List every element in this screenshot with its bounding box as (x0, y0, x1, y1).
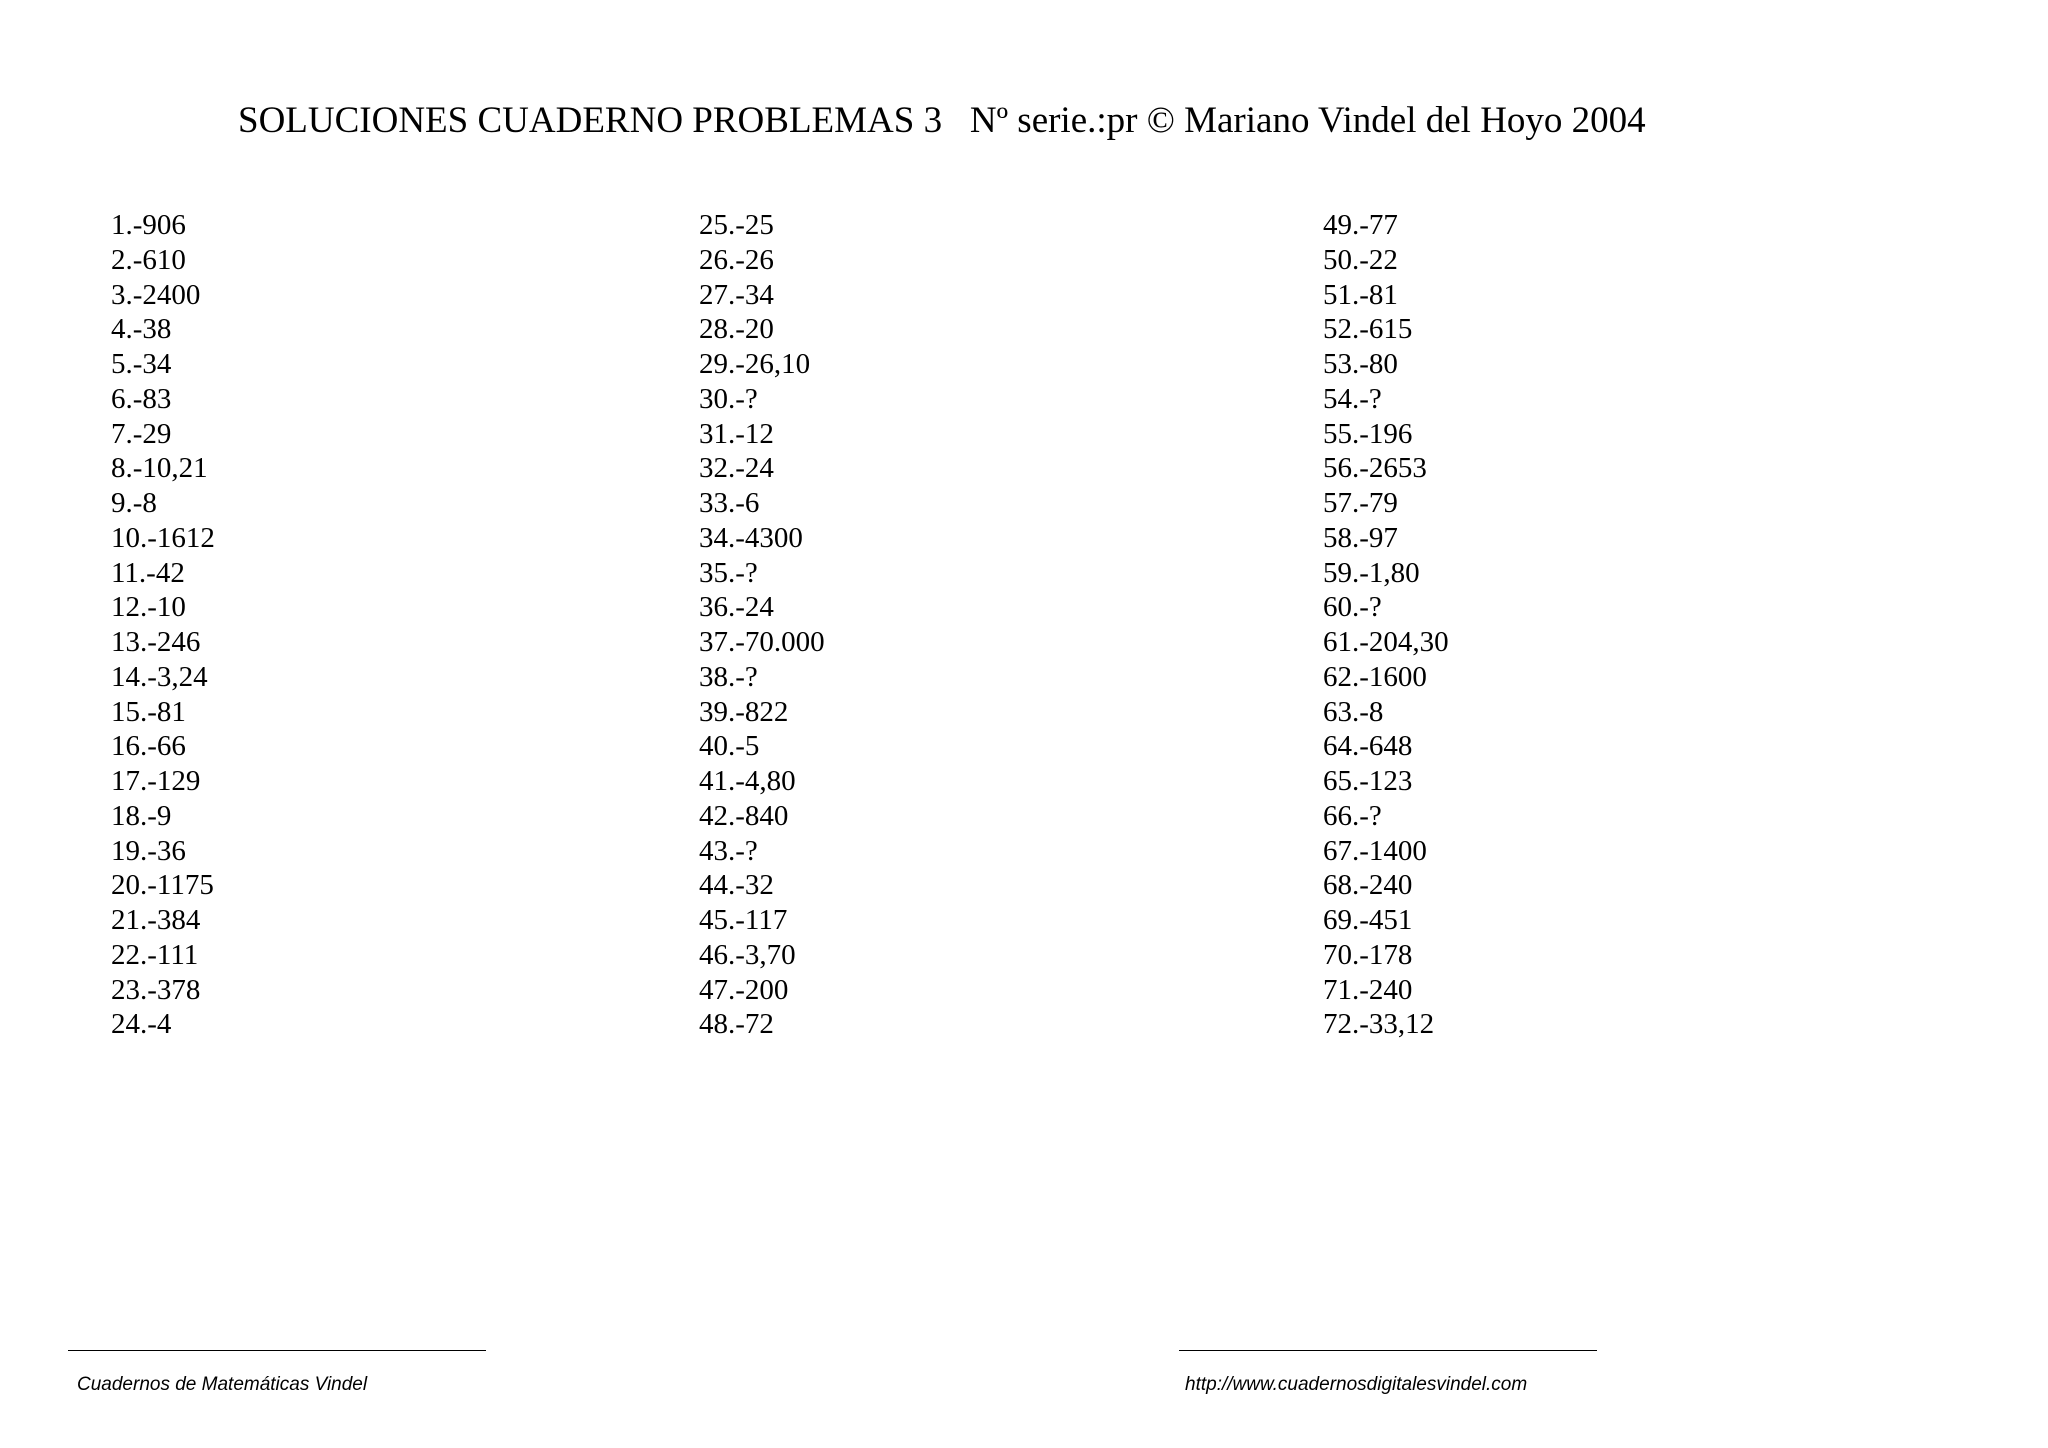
footer-divider-right (1179, 1350, 1597, 1351)
solution-item: 70.-178 (1323, 938, 1413, 971)
solution-item: 15.-81 (111, 695, 186, 728)
solution-item: 53.-80 (1323, 348, 1398, 380)
solution-item: 68.-240 (1323, 869, 1413, 902)
solution-item: 20.-1175 (111, 869, 214, 902)
footer-publisher-text: Cuadernos de Matemáticas Vindel (77, 1374, 368, 1395)
solution-item: 10.-1612 (111, 521, 215, 554)
solution-item: 32.-24 (699, 452, 774, 485)
solution-item: 24.-4 (111, 1008, 172, 1041)
solution-item: 30.-? (699, 382, 758, 415)
solution-item: 18.-9 (111, 799, 172, 832)
solution-item: 54.-? (1323, 382, 1382, 415)
solution-item: 35.-? (699, 556, 758, 589)
solution-item: 48.-72 (699, 1008, 774, 1041)
solution-item: 61.-204,30 (1323, 626, 1449, 658)
footer-divider-left (68, 1350, 486, 1351)
solution-item: 69.-451 (1323, 904, 1413, 936)
solution-item: 27.-34 (699, 278, 774, 311)
solution-item: 28.-20 (699, 313, 774, 346)
solution-item: 41.-4,80 (699, 765, 796, 797)
solution-item: 23.-378 (111, 973, 201, 1006)
solution-item: 34.-4300 (699, 521, 803, 554)
solution-item: 64.-648 (1323, 730, 1413, 763)
solution-item: 31.-12 (699, 417, 774, 450)
solution-item: 65.-123 (1323, 765, 1413, 797)
solution-item: 60.-? (1323, 591, 1382, 624)
solution-item: 14.-3,24 (111, 660, 208, 693)
solution-item: 44.-32 (699, 869, 774, 902)
solution-item: 55.-196 (1323, 417, 1413, 450)
solution-item: 42.-840 (699, 799, 789, 832)
solution-item: 62.-1600 (1323, 660, 1427, 693)
solution-item: 7.-29 (111, 417, 172, 450)
solution-item: 4.-38 (111, 313, 172, 346)
solution-item: 13.-246 (111, 626, 201, 658)
page-title: SOLUCIONES CUADERNO PROBLEMAS 3 Nº serie.:pr © Mariano Vindel del Hoyo 2004 (238, 100, 1646, 141)
solution-item: 67.-1400 (1323, 834, 1427, 867)
solution-item: 16.-66 (111, 730, 186, 763)
solution-item: 29.-26,10 (699, 348, 811, 380)
solutions-column-1 (111, 208, 215, 1042)
solution-item: 1.-906 (111, 209, 186, 241)
solution-item: 25.-25 (699, 209, 774, 241)
solution-item: 21.-384 (111, 904, 201, 936)
solution-item: 52.-615 (1323, 313, 1413, 346)
solution-item: 51.-81 (1323, 278, 1398, 311)
solutions-column-2 (699, 208, 825, 1042)
solution-item: 59.-1,80 (1323, 556, 1420, 589)
solution-item: 72.-33,12 (1323, 1008, 1435, 1041)
solution-item: 17.-129 (111, 765, 201, 797)
solution-item: 3.-2400 (111, 278, 201, 311)
solution-item: 37.-70.000 (699, 626, 825, 658)
solution-item: 22.-111 (111, 938, 199, 971)
solution-item: 40.-5 (699, 730, 760, 763)
solutions-column-3 (1323, 208, 1449, 1042)
solution-item: 47.-200 (699, 973, 789, 1006)
solution-item: 11.-42 (111, 556, 185, 589)
solution-item: 8.-10,21 (111, 452, 208, 485)
solution-item: 46.-3,70 (699, 938, 796, 971)
solution-item: 71.-240 (1323, 973, 1413, 1006)
solution-item: 49.-77 (1323, 209, 1398, 241)
solution-item: 38.-? (699, 660, 758, 693)
solution-item: 66.-? (1323, 799, 1382, 832)
solution-item: 26.-26 (699, 243, 774, 276)
solution-item: 19.-36 (111, 834, 186, 867)
solution-item: 45.-117 (699, 904, 788, 936)
solution-item: 36.-24 (699, 591, 774, 624)
solution-item: 2.-610 (111, 243, 186, 276)
solution-item: 39.-822 (699, 695, 789, 728)
solution-item: 50.-22 (1323, 243, 1398, 276)
solution-item: 57.-79 (1323, 487, 1398, 519)
solution-item: 5.-34 (111, 348, 172, 380)
solution-item: 12.-10 (111, 591, 186, 624)
solution-item: 6.-83 (111, 382, 172, 415)
footer-website-link: http://www.cuadernosdigitalesvindel.com (1185, 1374, 1528, 1395)
solution-item: 33.-6 (699, 487, 760, 519)
solution-item: 58.-97 (1323, 521, 1398, 554)
solution-item: 56.-2653 (1323, 452, 1427, 485)
solution-item: 43.-? (699, 834, 758, 867)
solution-item: 63.-8 (1323, 695, 1384, 728)
solution-item: 9.-8 (111, 487, 157, 519)
